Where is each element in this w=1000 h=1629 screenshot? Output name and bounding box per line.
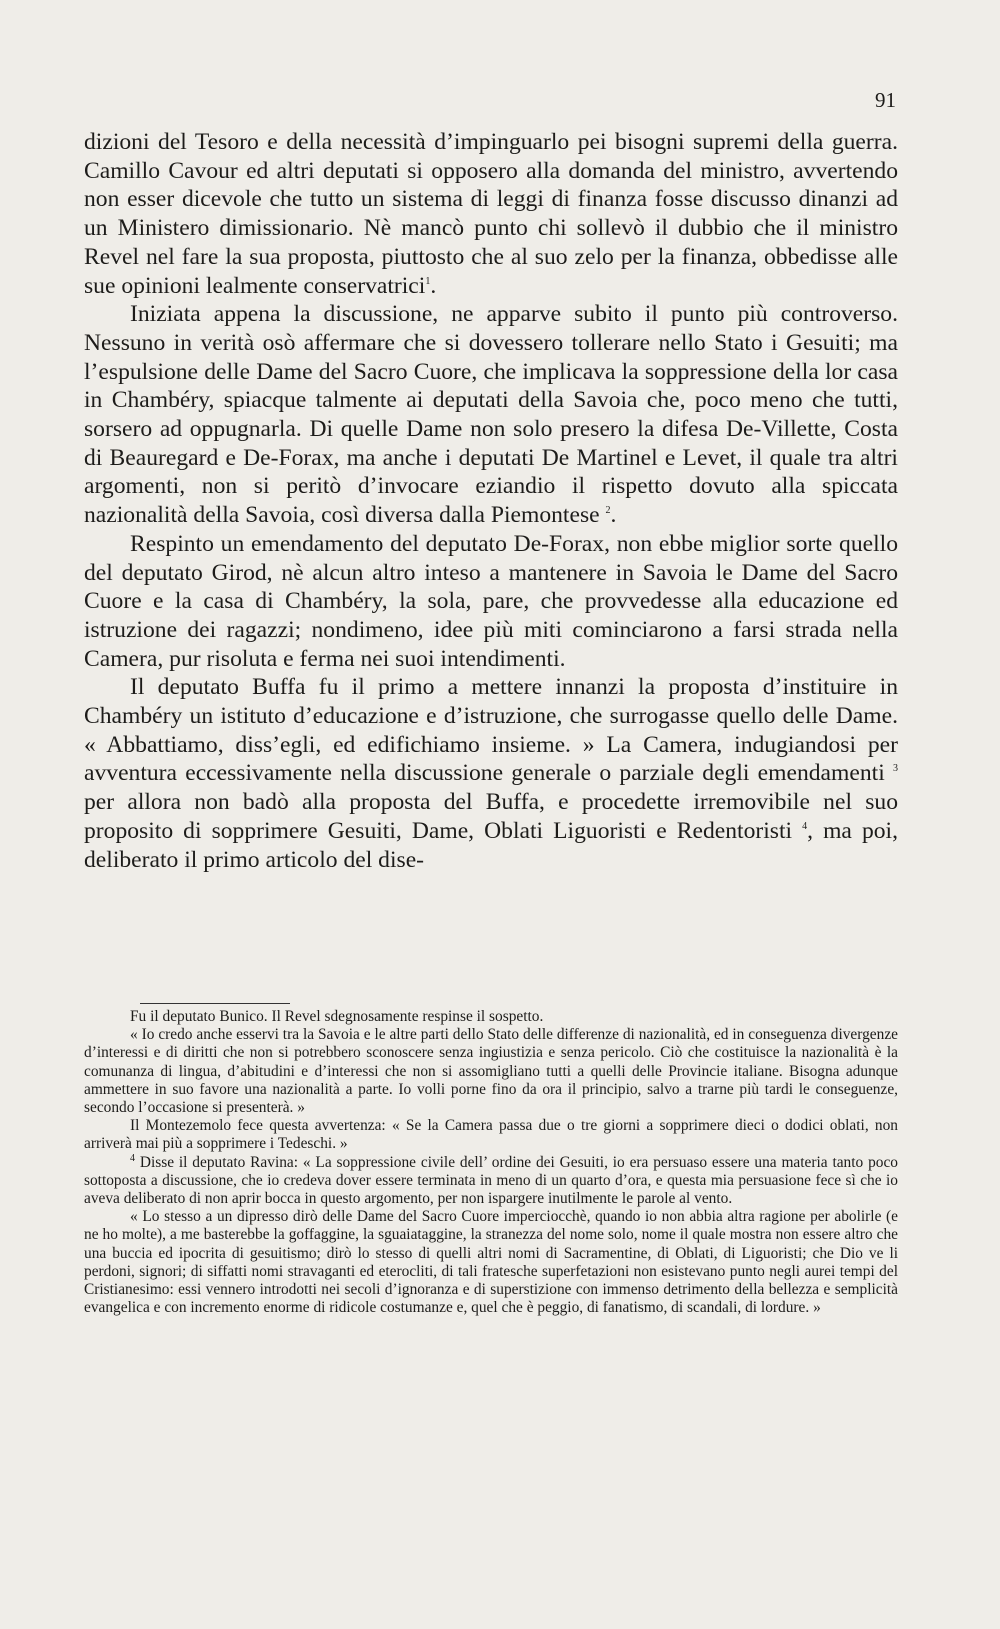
footnote-number: 4 [130,1152,135,1164]
footnote: $^4$ Disse il deputato Ravina: « La soppressione civile dell’ ordine dei Gesuiti, io era persuaso essere una materia tanto poco sottoposta a discussione, che io credeva dover essere terminata in meno di un quarto d’ora, e questa mia persuasione fece sì che io aveva deliberato di non aprir bocca in questo argomento, per non ispargere inutilmente le parole al vento. [84,1152,898,1208]
footnote: Fu il deputato Bunico. Il Revel sdegnosamente respinse il sospetto. [130,1008,544,1025]
page-number: 91 [875,88,896,112]
footnote: « Lo stesso a un dipresso dirò delle Dame del Sacro Cuore imperciocchè, quando io non abbia altra ragione per abolirle (e ne ho molte), a me basterebbe la goffaggine, la sguaiataggine, la stranezza del nome solo, nome il quale mostra non essere altro che una buccia ed ipocrita di gesuitismo; dirò lo stesso di quelli altri nomi di Sacramentine, di Oblati, di Liguoristi; che Dio ve li perdoni, signori; di siffatti nomi stravaganti ed eterocliti, di tali fratesche superfetazioni non esistevano punto negli aurei tempi del Cristianesimo: essi vennero introdotti nei secoli d’ignoranza e di superstizione con immenso detrimento della bellezza e semplicità evangelica e con incremento enorme di ridicole costumanze e, quel che è peggio, di fanatismo, di scandali, di lordure. » [84,1208,898,1317]
paragraph: Respinto un emendamento del deputato De-Forax, non ebbe miglior sorte quello del deputato Girod, nè alcun altro inteso a mantenere in Savoia le Dame del Sacro Cuore e la casa di Chambéry, la sola, pare, che provvedesse alla educazione ed istruzione dei ragazzi; nondimeno, idee più miti cominciarono a farsi strada nella Camera, pur risoluta e ferma nei suoi intendimenti. [84,530,898,672]
footnote-reference: 3 [893,763,898,775]
paragraph: Il deputato Buffa fu il primo a mettere innanzi la proposta d’instituire in Chambéry un istituto d’educazione e d’istruzione, che surrogasse quello delle Dame. « Abbattiamo, diss’egli, ed edifichiamo insieme. » La Camera, indugiandosi per avventura eccessivamente nella discussione generale o parziale degli emendamenti $^3$ per allora non badò alla proposta del Buffa, e procedette irremovibile nel suo proposito di sopprimere Gesuiti, Dame, Oblati Liguoristi e Redentoristi $^4$, ma poi, deliberato il primo articolo del dise- [84,674,898,873]
footnote-reference: 4 [802,821,808,833]
footnote-reference: 1 [425,275,431,287]
paragraph: dizioni del Tesoro e della necessità d’impinguarlo pei bisogni supremi della guerra. Camillo Cavour ed altri deputati si opposero alla domanda del ministro, avvertendo non esser dicevole che tutto un sistema di leggi di finanza fosse discusso dinanzi ad un Ministero dimissionario. Nè mancò punto chi sollevò il dubbio che il ministro Revel nel fare la sua proposta, piuttosto che al suo zelo per la finanza, obbedisse alle sue opinioni lealmente conservatrici$^1$. [84,129,898,299]
paragraph: Iniziata appena la discussione, ne apparve subito il punto più controverso. Nessuno in verità osò affermare che si dovessero tollerare nello Stato i Gesuiti; ma l’espulsione delle Dame del Sacro Cuore, che implicava la soppressione della lor casa in Chambéry, spiacque talmente ai deputati della Savoia che, poco meno che tutti, sorsero ad oppugnarla. Di quelle Dame non solo presero la difesa De-Villette, Costa di Beauregard e De-Forax, ma anche i deputati De Martinel e Levet, il quale tra altri argomenti, non si peritò d’invocare eziandio il rispetto dovuto alla spiccata nazionalità della Savoia, così diversa dalla Piemontese $^2$. [84,301,898,529]
footnote-reference: 2 [605,505,611,517]
footnote: Il Montezemolo fece questa avvertenza: « Se la Camera passa due o tre giorni a sopprimere dieci o dodici oblati, non arriverà mai più a sopprimere i Tedeschi. » [84,1117,898,1153]
main-text [84,128,898,874]
footnote-divider [140,1003,290,1004]
footnote: « Io credo anche esservi tra la Savoia e le altre parti dello Stato delle differenze di nazionalità, ed in conseguenza divergenze d’interessi e di diritti che non si potrebbero sconoscere senza ingiustizia e senza pericolo. Ciò che costituisce la nazionalità è la comunanza di lingua, d’abitudini e d’interessi che non si assomigliano tutti a quelli delle Provincie italiane. Bisogna adunque ammettere in suo favore una nazionalità a parte. Io volli porne fino da ora il principio, salvo a trarne più tardi le conseguenze, secondo l’occasione si presenterà. » [84,1026,898,1117]
footnotes [84,1008,898,1317]
